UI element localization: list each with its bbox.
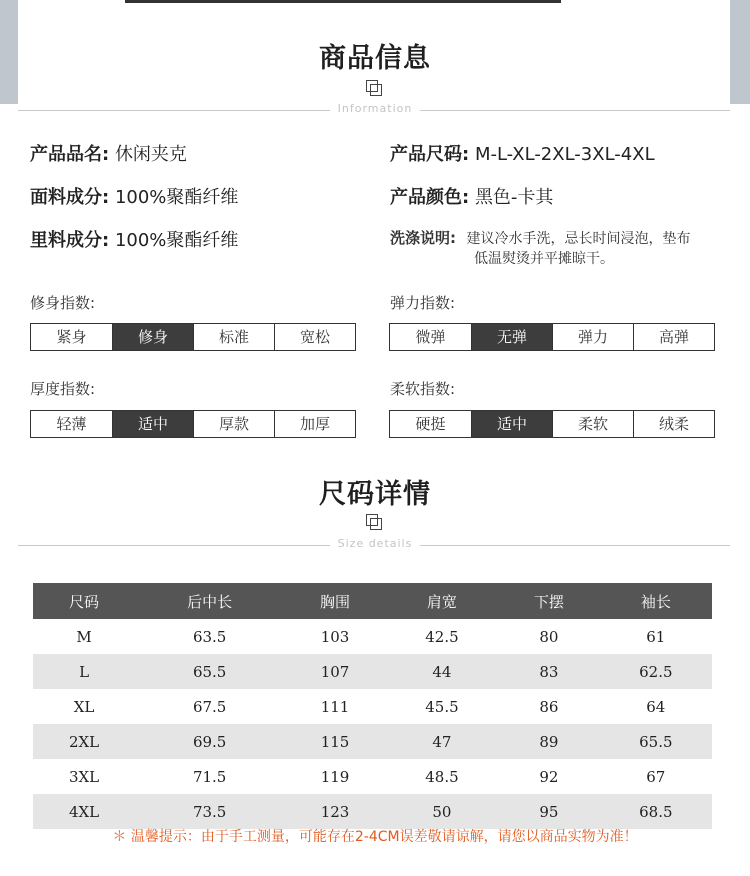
softness-option: 硬挺	[390, 411, 471, 437]
table-cell: 92	[539, 767, 559, 786]
section-title-info: 商品信息	[319, 43, 431, 74]
size-table	[33, 583, 712, 829]
fit-index-label: 修身指数:	[30, 294, 96, 312]
elastic-option: 微弹	[390, 324, 471, 350]
table-cell: 44	[386, 654, 498, 689]
table-cell: 69.5	[135, 724, 284, 759]
product-size-label: 产品尺码:	[390, 144, 470, 165]
table-cell: 80	[539, 627, 559, 646]
fit-option-selected: 修身	[112, 324, 193, 350]
fit-index-scale	[30, 323, 356, 351]
table-cell: 65.5	[135, 654, 284, 689]
size-table-header	[33, 583, 712, 619]
softness-index-label: 柔软指数:	[390, 380, 456, 398]
wash-line2: 低温熨烫并平摊晾干。	[474, 251, 614, 267]
product-name-label: 产品品名:	[30, 144, 110, 165]
table-row	[33, 689, 712, 724]
table-cell: 47	[386, 724, 498, 759]
thickness-index-scale	[30, 410, 356, 438]
product-name-value: 休闲夹克	[114, 144, 187, 165]
wash-label: 洗涤说明:	[390, 229, 456, 247]
header-cell: 后中长	[135, 583, 284, 619]
product-size-value: M-L-XL-2XL-3XL-4XL	[474, 144, 655, 165]
header-cell: 胸围	[284, 583, 386, 619]
header-cell: 尺码	[33, 583, 135, 619]
copy-icon	[370, 518, 382, 530]
header-cell: 袖长	[600, 583, 712, 619]
table-cell: 115	[284, 724, 386, 759]
table-cell: 89	[498, 724, 600, 759]
table-cell: 95	[498, 794, 600, 829]
color-label: 产品颜色:	[390, 187, 470, 208]
thickness-option-selected: 适中	[112, 411, 193, 437]
table-row	[33, 724, 712, 759]
table-row	[33, 619, 712, 654]
fit-option: 标准	[193, 324, 274, 350]
table-cell: 4XL	[33, 794, 135, 829]
lining-row	[30, 226, 238, 252]
table-cell: 62.5	[600, 654, 712, 689]
header-cell: 下摆	[498, 583, 600, 619]
table-cell: 63.5	[192, 627, 227, 646]
table-cell: 83	[498, 654, 600, 689]
table-cell: 48.5	[425, 767, 459, 786]
table-cell: 119	[320, 767, 350, 786]
measurement-tip: ＊ 温馨提示：由于手工测量，可能存在2-4CM误差敬请谅解，请您以商品实物为准！	[112, 829, 638, 845]
table-row	[33, 654, 712, 689]
elastic-option-selected: 无弹	[471, 324, 552, 350]
fabric-value: 100%聚酯纤维	[114, 187, 239, 208]
thickness-index-label: 厚度指数:	[30, 380, 96, 398]
top-accent-line	[125, 0, 561, 3]
table-cell: L	[33, 654, 135, 689]
softness-option-selected: 适中	[471, 411, 552, 437]
elastic-option: 弹力	[552, 324, 633, 350]
table-cell: M	[76, 627, 92, 646]
table-cell: 111	[320, 697, 350, 716]
color-row	[390, 183, 553, 209]
header-cell: 肩宽	[386, 583, 498, 619]
table-cell: 67.5	[192, 697, 227, 716]
table-cell: XL	[73, 697, 95, 716]
wash-instructions	[390, 228, 730, 269]
product-size-row	[390, 140, 655, 166]
table-cell: 71.5	[192, 767, 227, 786]
table-row	[33, 794, 712, 829]
elastic-index-scale	[389, 323, 715, 351]
table-cell: 64	[646, 697, 666, 716]
copy-icon	[370, 84, 382, 96]
table-cell: 73.5	[135, 794, 284, 829]
softness-option: 绒柔	[633, 411, 714, 437]
table-cell: 42.5	[425, 627, 459, 646]
table-cell: 45.5	[425, 697, 459, 716]
table-row	[33, 759, 712, 794]
wash-line1: 建议冷水手洗，忌长时间浸泡，垫布	[466, 231, 691, 247]
table-cell: 3XL	[68, 767, 100, 786]
table-cell: 107	[284, 654, 386, 689]
fabric-row	[30, 183, 238, 209]
fit-option: 紧身	[31, 324, 112, 350]
fit-option: 宽松	[274, 324, 355, 350]
table-cell: 2XL	[33, 724, 135, 759]
section-subtitle-size: Size details	[0, 537, 750, 550]
fabric-label: 面料成分:	[30, 187, 110, 208]
table-cell: 123	[284, 794, 386, 829]
table-cell: 103	[320, 627, 350, 646]
lining-label: 里料成分:	[30, 230, 110, 251]
elastic-option: 高弹	[633, 324, 714, 350]
color-value: 黑色-卡其	[474, 187, 554, 208]
softness-index-scale	[389, 410, 715, 438]
lining-value: 100%聚酯纤维	[114, 230, 239, 251]
table-cell: 68.5	[600, 794, 712, 829]
section-title-size: 尺码详情	[319, 479, 431, 510]
table-cell: 67	[646, 767, 666, 786]
table-cell: 65.5	[600, 724, 712, 759]
thickness-option: 加厚	[274, 411, 355, 437]
elastic-index-label: 弹力指数:	[390, 294, 456, 312]
product-name-row	[30, 140, 187, 166]
thickness-option: 轻薄	[31, 411, 112, 437]
softness-option: 柔软	[552, 411, 633, 437]
table-cell: 50	[386, 794, 498, 829]
table-cell: 86	[539, 697, 559, 716]
table-cell: 61	[646, 627, 666, 646]
section-subtitle-info: Information	[0, 102, 750, 115]
thickness-option: 厚款	[193, 411, 274, 437]
